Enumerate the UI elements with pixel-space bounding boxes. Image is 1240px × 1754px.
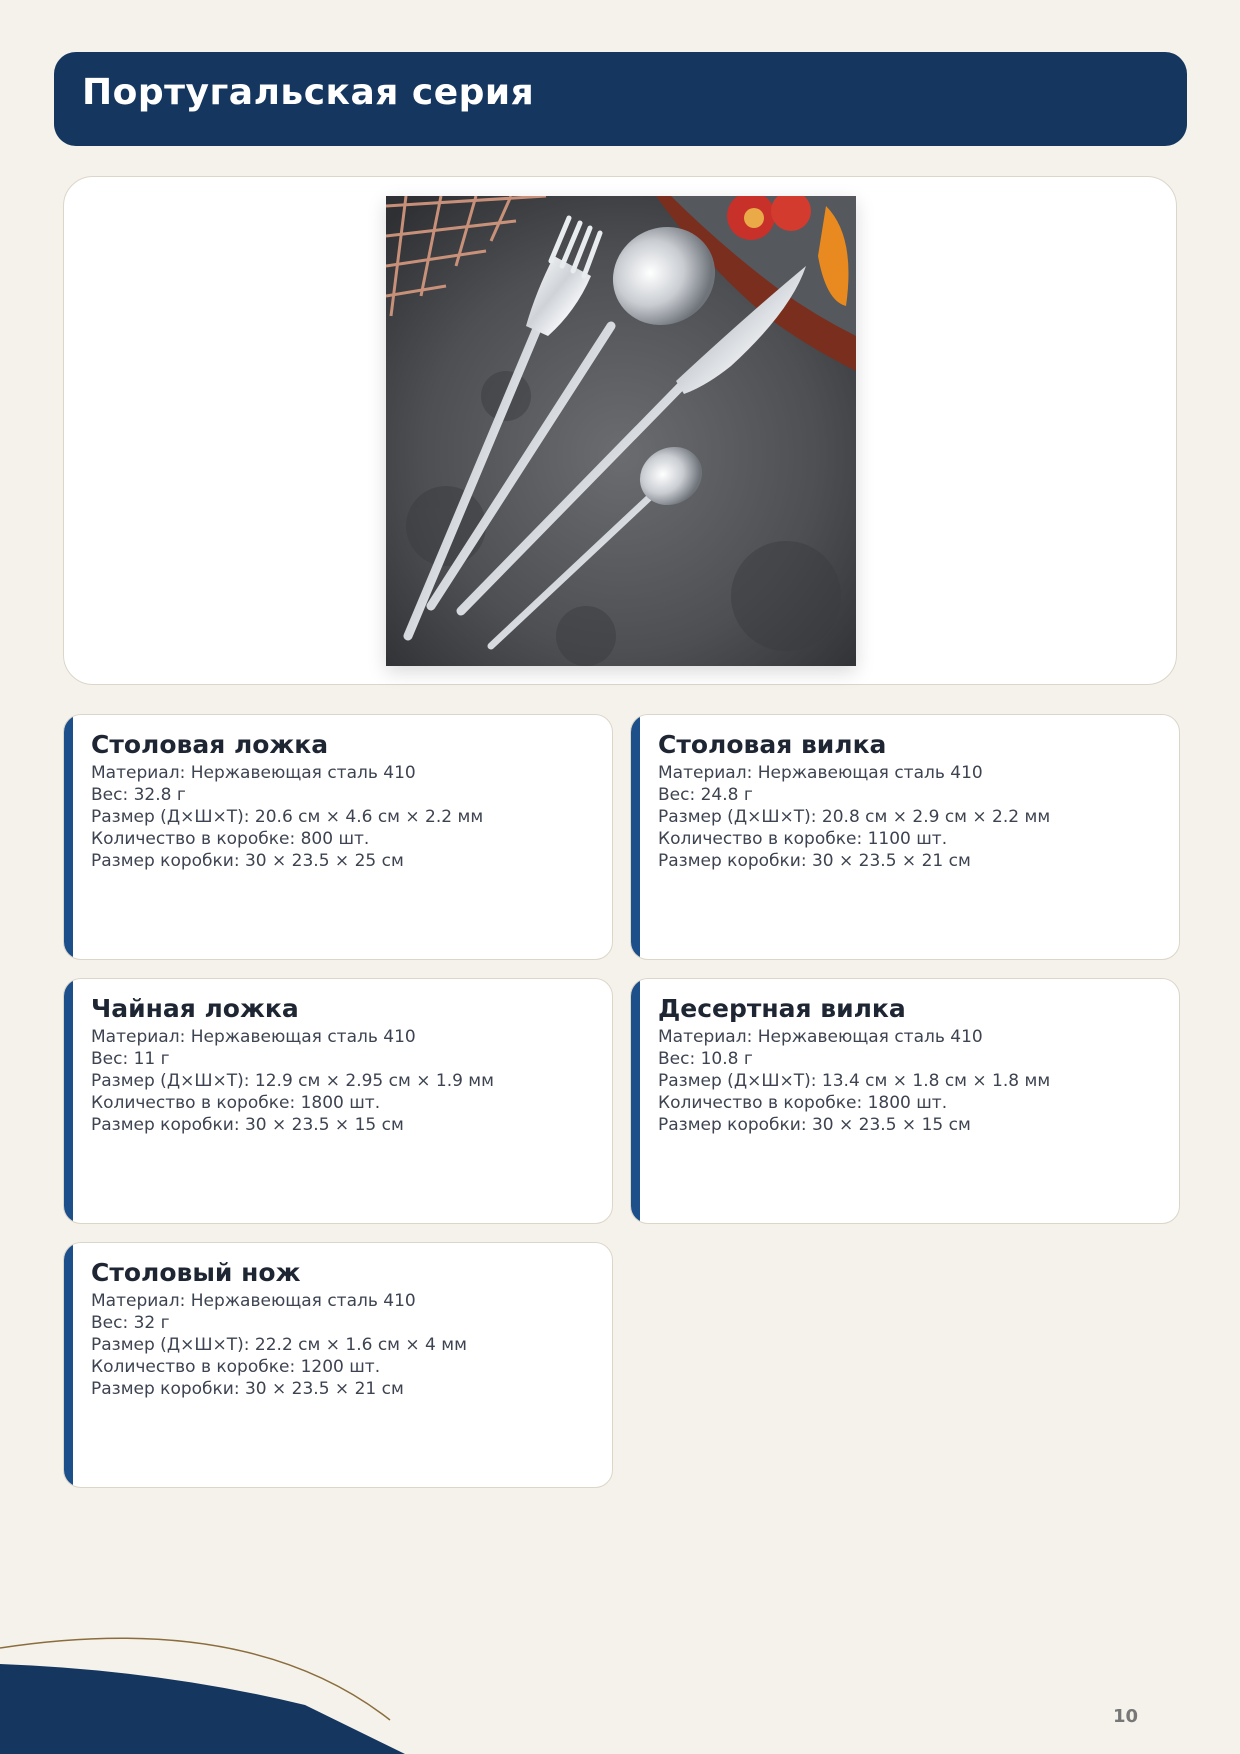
- page-title: Португальская серия: [82, 72, 535, 113]
- spec-quantity: Количество в коробке: 1800 шт.: [658, 1093, 948, 1113]
- spec-weight: Вес: 24.8 г: [658, 785, 753, 805]
- spec-material: Материал: Нержавеющая сталь 410: [658, 763, 983, 783]
- spec-box-size: Размер коробки: 30 × 23.5 × 25 см: [91, 851, 404, 871]
- card-accent-bar: [64, 1243, 73, 1487]
- card-accent-bar: [631, 715, 640, 959]
- product-card-table-knife: [63, 1242, 613, 1488]
- product-card-teaspoon: [63, 978, 613, 1224]
- footer-wave-decoration: [0, 1620, 420, 1754]
- product-title: Столовая вилка: [658, 730, 887, 759]
- spec-size: Размер (Д×Ш×Т): 20.8 см × 2.9 см × 2.2 мм: [658, 807, 1051, 827]
- spec-quantity: Количество в коробке: 1800 шт.: [91, 1093, 381, 1113]
- cutlery-photo: [386, 196, 856, 666]
- spec-size: Размер (Д×Ш×Т): 20.6 см × 4.6 см × 2.2 мм: [91, 807, 484, 827]
- product-specs: [658, 762, 1050, 872]
- spec-weight: Вес: 11 г: [91, 1049, 170, 1069]
- spec-material: Материал: Нержавеющая сталь 410: [91, 1027, 416, 1047]
- product-specs: [91, 1290, 467, 1400]
- card-accent-bar: [64, 715, 73, 959]
- product-title: Чайная ложка: [91, 994, 299, 1023]
- product-card-table-spoon: [63, 714, 613, 960]
- spec-size: Размер (Д×Ш×Т): 22.2 см × 1.6 см × 4 мм: [91, 1335, 467, 1355]
- product-card-dessert-fork: [630, 978, 1180, 1224]
- product-title: Столовая ложка: [91, 730, 329, 759]
- spec-box-size: Размер коробки: 30 × 23.5 × 15 см: [658, 1115, 971, 1135]
- spec-size: Размер (Д×Ш×Т): 12.9 см × 2.95 см × 1.9 мм: [91, 1071, 494, 1091]
- card-accent-bar: [64, 979, 73, 1223]
- spec-weight: Вес: 32.8 г: [91, 785, 186, 805]
- product-specs: [658, 1026, 1050, 1136]
- spec-weight: Вес: 32 г: [91, 1313, 170, 1333]
- spec-material: Материал: Нержавеющая сталь 410: [658, 1027, 983, 1047]
- product-specs: [91, 1026, 494, 1136]
- spec-quantity: Количество в коробке: 800 шт.: [91, 829, 370, 849]
- spec-weight: Вес: 10.8 г: [658, 1049, 753, 1069]
- product-title: Десертная вилка: [658, 994, 906, 1023]
- spec-box-size: Размер коробки: 30 × 23.5 × 21 см: [91, 1379, 404, 1399]
- page-number: 10: [1113, 1706, 1139, 1727]
- photo-card: [63, 176, 1177, 685]
- spec-material: Материал: Нержавеющая сталь 410: [91, 763, 416, 783]
- spec-quantity: Количество в коробке: 1200 шт.: [91, 1357, 381, 1377]
- header-banner: [54, 52, 1187, 146]
- spec-box-size: Размер коробки: 30 × 23.5 × 15 см: [91, 1115, 404, 1135]
- spec-size: Размер (Д×Ш×Т): 13.4 см × 1.8 см × 1.8 мм: [658, 1071, 1051, 1091]
- card-accent-bar: [631, 979, 640, 1223]
- spec-box-size: Размер коробки: 30 × 23.5 × 21 см: [658, 851, 971, 871]
- product-title: Столовый нож: [91, 1258, 301, 1287]
- spec-quantity: Количество в коробке: 1100 шт.: [658, 829, 948, 849]
- product-card-table-fork: [630, 714, 1180, 960]
- spec-material: Материал: Нержавеющая сталь 410: [91, 1291, 416, 1311]
- product-specs: [91, 762, 483, 872]
